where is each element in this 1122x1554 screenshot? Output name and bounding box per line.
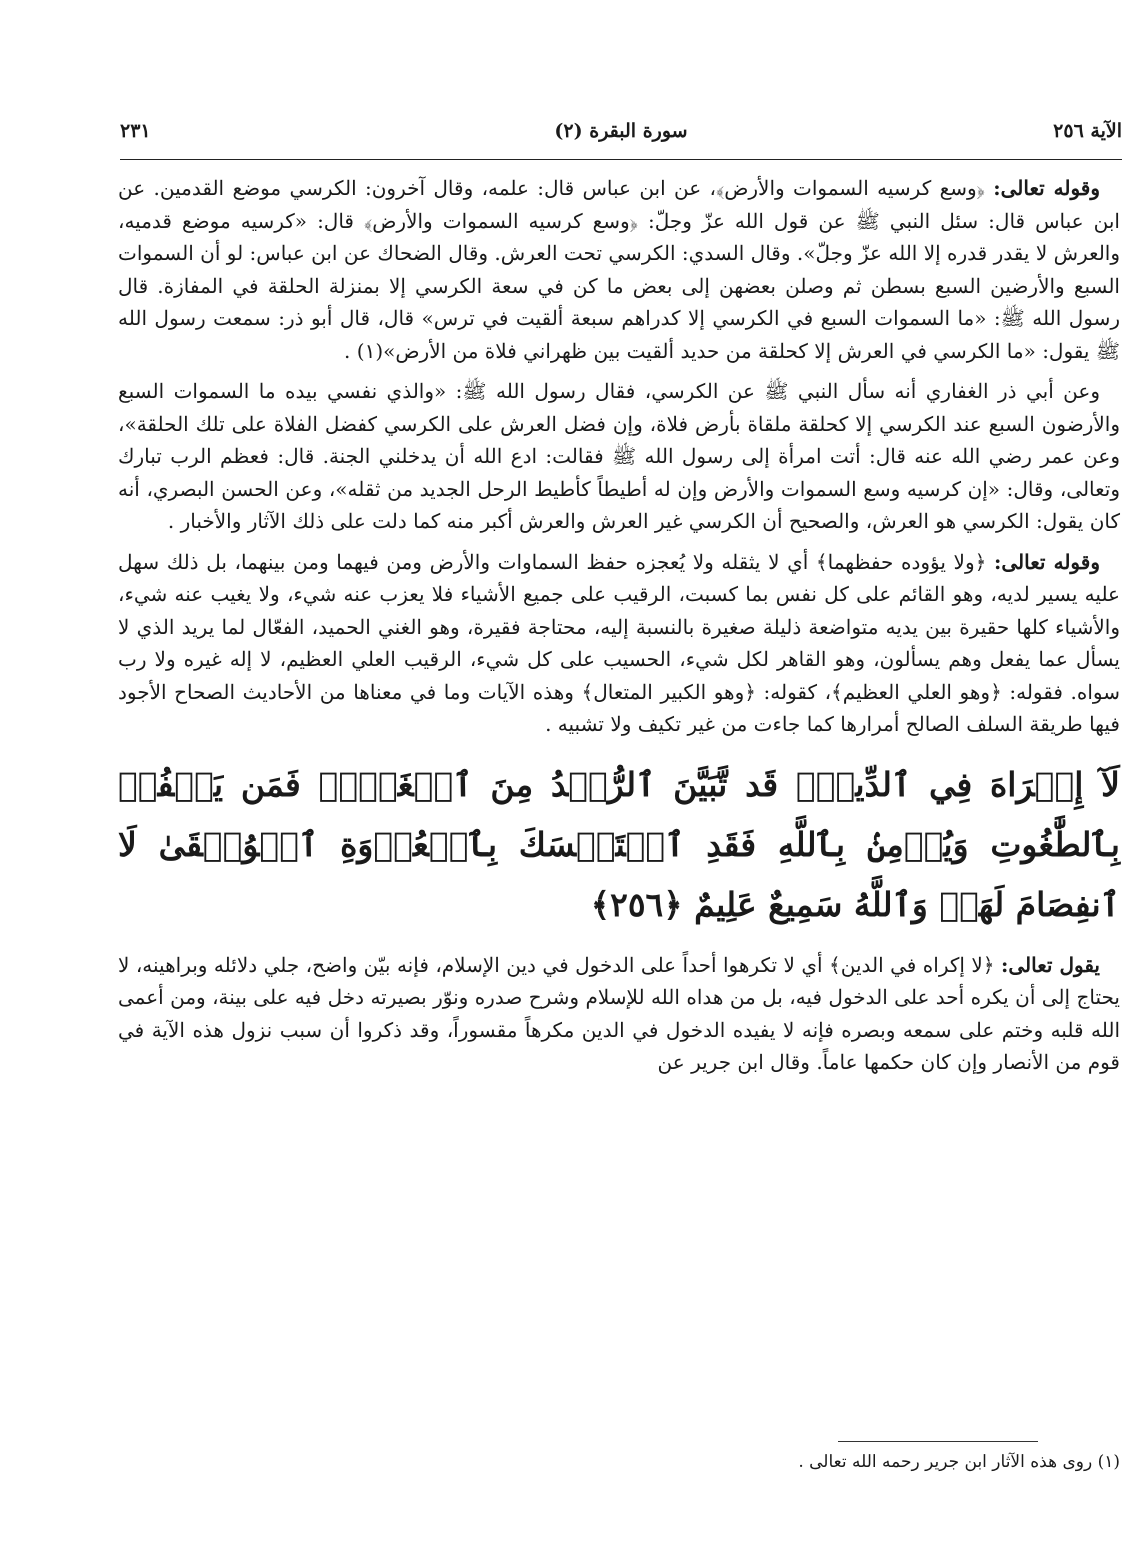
surah-title: (٢) سورة البقرة: [554, 120, 688, 142]
paragraph-text: ﴿لا إكراه في الدين﴾ أي لا تكرهوا أحداً على الدخول في دين الإسلام، فإنه بيّن واضح، جلي دلائله وبراهينه، لا يحتاج إلى أن يكره أحد على الدخول فيه، بل من هداه الله للإسلام وشرح صدره ونوّر بصيرته دخل فيه على بينة، ومن أعمى الله قلبه وختم على سمعه وبصره فإنه لا يفيده الدخول في الدين مكرهاً مقسوراً، وقد ذكروا أن سبب نزول هذه الآية في قوم من الأنصار وإن كان حكمها عاماً. وقال ابن جرير عن: [118, 952, 1120, 1074]
paragraph-lead: وقوله تعالى:: [993, 549, 1100, 574]
header-divider: [120, 159, 1122, 160]
page-body: [118, 172, 1120, 1087]
paragraph-text: ﴿وسع كرسيه السموات والأرض﴾، عن ابن عباس قال: علمه، وقال آخرون: الكرسي موضع القدمين. عن ابن عباس قال: سئل النبي ﷺ عن قول الله عزّ وجلّ: ﴿وسع كرسيه السموات والأرض﴾ قال: «كرسيه موضع قدميه، والعرش لا يقدر قدره إلا الله عزّ وجلّ». وقال السدي: الكرسي تحت العرش. وقال الضحاك عن ابن عباس: لو أن السموات السبع والأرضين السبع بسطن ثم وصلن بعضهن إلى بعض ما كن في سعة الكرسي إلا بمنزلة الحلقة في المفازة. قال رسول الله ﷺ: «ما السموات السبع في الكرسي إلا كدراهم سبعة ألقيت في ترس» قال، قال أبو ذر: سمعت رسول الله ﷺ يقول: «ما الكرسي في العرش إلا كحلقة من حديد ألقيت بين ظهراني فلاة من الأرض»(١) .: [118, 176, 1120, 363]
paragraph: [118, 949, 1120, 1079]
paragraph-text: وعن أبي ذر الغفاري أنه سأل النبي ﷺ عن الكرسي، فقال رسول الله ﷺ: «والذي نفسي بيده ما السموات السبع والأرضون السبع عند الكرسي إلا كحلقة ملقاة بأرض فلاة، وإن فضل العرش على الكرسي كفضل الفلاة على تلك الحلقة»، وعن عمر رضي الله عنه قال: أتت امرأة إلى رسول الله ﷺ فقالت: ادع الله أن يدخلني الجنة. قال: فعظم الرب تبارك وتعالى، وقال: «إن كرسيه وسع السموات والأرض وإن له أطيطاً كأطيط الرحل الجديد من ثقله»، وعن الحسن البصري، أنه كان يقول: الكرسي هو العرش، والصحيح أن الكرسي غير العرش والعرش أكبر منه كما دلت على ذلك الآثار والأخبار .: [118, 379, 1120, 533]
paragraph: [118, 172, 1120, 367]
paragraph-lead: يقول تعالى:: [1000, 952, 1101, 977]
footnote: (١) روى هذه الآثار ابن جرير رحمه الله تعالى .: [798, 1452, 1120, 1472]
quran-verse: لَآ إِكۡرَاهَ فِي ٱلدِّينِۖ قَد تَّبَيَّنَ ٱلرُّشۡدُ مِنَ ٱلۡغَيِّۚ فَمَن يَكۡفُرۡ بِٱلطَّٰغُوتِ وَيُؤۡمِنۢ بِٱللَّهِ فَقَدِ ٱسۡتَمۡسَكَ بِٱلۡعُرۡوَةِ ٱلۡوُثۡقَىٰ لَا ٱنفِصَامَ لَهَاۗ وَٱللَّهُ سَمِيعٌ عَلِيمٌ ﴿٢٥٦﴾: [118, 764, 1120, 924]
ayah-label: الآية ٢٥٦: [1053, 120, 1122, 142]
paragraph: [118, 546, 1120, 741]
paragraph: [118, 375, 1120, 538]
page-number: ٢٣١: [120, 120, 151, 142]
paragraph-lead: وقوله تعالى:: [993, 176, 1100, 200]
footnote-divider: [838, 1441, 1038, 1442]
page-header: [120, 120, 1122, 150]
paragraph-text: ﴿ولا يؤوده حفظهما﴾ أي لا يثقله ولا يُعجزه حفظ السماوات والأرض ومن فيهما ومن بينهما، بل ذلك سهل عليه يسير لديه، وهو القائم على كل نفس بما كسبت، الرقيب على جميع الأشياء فلا يعزب عنه شيء، ولا يغيب عنه شيء، والأشياء كلها حقيرة بين يديه متواضعة ذليلة صغيرة بالنسبة إليه، محتاجة فقيرة، وهو الغني الحميد، الفعّال لما يريد الذي لا يسأل عما يفعل وهم يسألون، وهو القاهر لكل شيء، الحسيب على كل شيء، الرقيب العلي العظيم، لا إله غيره ولا رب سواه. فقوله: ﴿وهو العلي العظيم﴾، كقوله: ﴿وهو الكبير المتعال﴾ وهذه الآيات وما في معناها من الأحاديث الصحاح الأجود فيها طريقة السلف الصالح أمرارها كما جاءت من غير تكيف ولا تشبيه .: [118, 549, 1120, 736]
